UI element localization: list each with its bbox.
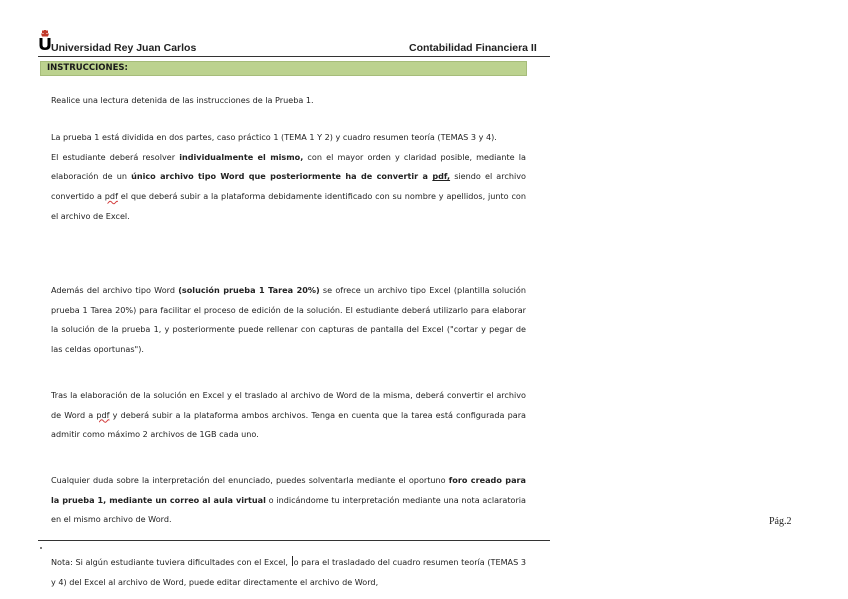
spellcheck-word: pdf: [96, 409, 110, 420]
instructions-heading: INSTRUCCIONES:: [47, 63, 128, 73]
paragraph-questions: [51, 471, 526, 530]
course-name: Contabilidad Financiera II: [409, 42, 537, 54]
emphasis-text: foro creado para la prueba 1, mediante un correo al aula virtual: [51, 475, 526, 505]
paragraph-text: con el mayor orden y claridad posible, mediante la elaboración de un: [51, 151, 526, 182]
paragraph-text: siendo el archivo convertido a: [51, 171, 526, 202]
paragraph-text: o indicándome tu interpretación mediante una nota aclaratoria en el mismo archivo de Word.: [51, 494, 526, 525]
paragraph-text: o para el trasladado del cuadro resumen teoría (TEMAS 3 y 4) del Excel al archivo de Word, puede editar directamente el archivo de Word,: [51, 557, 526, 587]
emphasis-text: único archivo tipo Word que posteriormente ha de convertir a: [131, 171, 433, 182]
university-name: Universidad Rey Juan Carlos: [51, 42, 197, 54]
text-cursor[interactable]: [292, 556, 293, 566]
paragraph-read-instructions: Realice una lectura detenida de las instrucciones de la Prueba 1.: [51, 95, 314, 105]
margin-dot: [40, 547, 42, 549]
paragraph-text: Cualquier duda sobre la interpretación del enunciado, puedes solventarla mediante el oportuno: [51, 475, 449, 485]
paragraph-text: el que deberá subir a la plataforma debidamente identificado con su nombre y apellidos, junto con el archivo de Excel.: [51, 191, 526, 221]
emphasis-text: individualmente el mismo,: [179, 151, 304, 162]
emphasis-text: (solución prueba 1 Tarea 20%): [178, 285, 320, 295]
paragraph-note: [51, 553, 526, 592]
paragraph-test-structure: [51, 128, 526, 227]
paragraph-text: Nota: Si algún estudiante tuviera dificultades con el Excel,: [51, 557, 291, 567]
footer-divider: [38, 540, 550, 541]
header-divider: [38, 56, 550, 57]
paragraph-text: y deberá subir a la plataforma ambos archivos. Tenga en cuenta que la tarea está configurada para admitir como máximo 2 archivos de 1GB cada uno.: [51, 409, 526, 440]
instructions-heading-bar: [40, 61, 527, 76]
paragraph-text: Además del archivo tipo Word: [51, 285, 179, 295]
paragraph-conversion: [51, 386, 526, 445]
paragraph-text: se ofrece un archivo tipo Excel (plantilla solución prueba 1 Tarea 20%) para facilitar el proceso de edición de la solución. El estudiante deberá utilizarlo para elaborar la solución de la prueba 1, y posteriormente puede rellenar con capturas de pantalla del Excel ("cortar y pegar de las celdas oportunas").: [51, 285, 527, 355]
paragraph-files-offered: [51, 281, 526, 360]
paragraph-text: Tras la elaboración de la solución en Excel y el traslado al archivo de Word de la misma, deberá convertir el archivo de Word a: [51, 390, 526, 420]
page-number: Pág.2: [769, 516, 792, 527]
university-logo-icon: [38, 30, 52, 50]
spellcheck-word: pdf: [104, 191, 118, 202]
emphasis-text: pdf,: [432, 171, 451, 182]
paragraph-text: El estudiante deberá resolver: [51, 151, 180, 162]
paragraph-text: La prueba 1 está dividida en dos partes, caso práctico 1 (TEMA 1 Y 2) y cuadro resumen teoría (TEMAS 3 y 4).: [51, 132, 497, 142]
